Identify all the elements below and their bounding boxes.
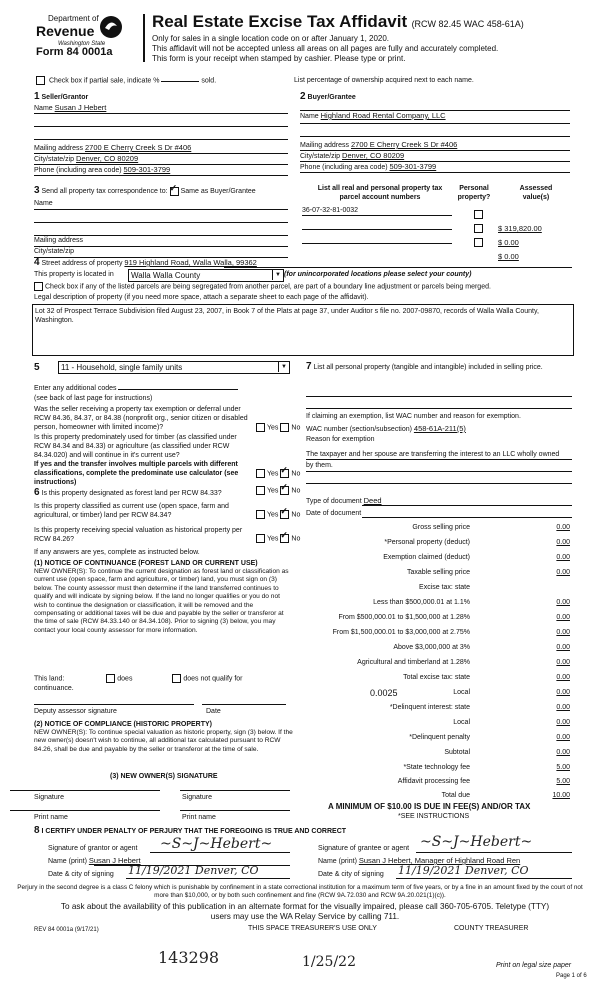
s4-street-label: Street address of property	[41, 260, 123, 267]
s5-q2a: Is this property predominately used for timber (as classified under RCW 84.34 and 84.33) or agriculture (as classified under RCW 84.34.020) and will continue in it's current use?	[34, 434, 237, 459]
tax-label: *Delinquent penalty	[409, 734, 470, 741]
does-label: does	[117, 675, 133, 683]
segregation-label: Check box if any of the listed parcels are being segregated from another parcel, are part of a boundary line adjustment or parcels being merged.	[45, 283, 491, 291]
s7-label: 7 List all personal property (tangible and intangible) included in selling price.	[306, 361, 543, 372]
tax-amount[interactable]: 10.00	[552, 792, 570, 799]
additional-codes-row	[34, 384, 288, 393]
historic-yes-checkbox[interactable]	[256, 534, 265, 543]
buyer-name-label: Name	[300, 113, 319, 120]
assessed-value[interactable]: $ 0.00	[498, 252, 519, 261]
tax-amount[interactable]: 0.00	[556, 734, 570, 741]
tax-label: Total excise tax: state	[403, 674, 470, 681]
wac-number[interactable]: 458-61A-211(5)	[413, 424, 466, 433]
s3-mail-label: Mailing address	[34, 237, 84, 244]
codes-note: (see back of last page for instructions)	[34, 395, 153, 402]
local-rate: 0.0025	[370, 688, 398, 698]
dept-line2: Revenue	[36, 23, 95, 39]
tax-label: Total due	[441, 792, 470, 799]
s5-q2b: If yes and the transfer involves multiple parcels with different classifications, complete the predominate use calculator (see instructions)	[34, 461, 239, 486]
codes-input[interactable]	[118, 389, 238, 390]
s6-ifany: If any answers are yes, complete as instructed below.	[34, 549, 200, 556]
same-as-buyer-checkbox[interactable]	[170, 187, 179, 196]
does-checkbox[interactable]	[106, 674, 115, 683]
personal-property-line-1[interactable]	[306, 396, 572, 397]
q2-yes-checkbox[interactable]	[256, 469, 265, 478]
seller-mail-label: Mailing address	[34, 145, 84, 152]
parcel-number[interactable]: 36-07-32-81-0032	[302, 206, 452, 216]
land-use-value: 11 - Household, single family units	[61, 363, 183, 372]
title-text: Real Estate Excise Tax Affidavit	[152, 12, 408, 31]
yes-label: Yes	[267, 511, 279, 519]
name-print-label: Name (print)	[48, 858, 87, 865]
forest-yes-checkbox[interactable]	[256, 486, 265, 495]
buyer-name[interactable]: Highland Road Rental Company, LLC	[320, 111, 446, 120]
grantee-date-line	[396, 878, 572, 879]
notice1-body: NEW OWNER(S): To continue the current designation as forest land or classification as current use (open space, farm and agriculture, or timber) land, you must sign on (3) below. The county assessor must then determine if the land transferred continues to qualify and will indicate by signing below. If the land no longer qualifies or you do not wish to continue the designation or classification, it will be removed and the compensating or additional taxes will be due and payable by the seller or transferor at the time of sale (RCW 84.33.140 or 84.34.108). Prior to signing (3) below, you may contact your local county assessor for more information.	[34, 568, 289, 634]
buyer-phone[interactable]: 509-301-3799	[389, 162, 437, 171]
partial-sale-checkbox[interactable]	[36, 76, 45, 85]
tax-label: Agricultural and timberland at 1.28%	[357, 659, 470, 666]
grantee-signature[interactable]	[416, 852, 572, 853]
tax-label: From $500,000.01 to $1,500,000 at 1.28%	[338, 614, 470, 621]
tax-label: Above $3,000,000 at 3%	[393, 644, 470, 651]
parcel-row-2	[300, 220, 572, 247]
reason-line-1	[306, 459, 572, 460]
s5-q2-answers	[254, 469, 300, 478]
tax-amount[interactable]: 0.00	[556, 599, 570, 606]
tax-label: *Delinquent interest: state	[389, 704, 470, 711]
doc-type-label: Type of document	[306, 498, 362, 505]
buyer-city[interactable]: Denver, CO 80209	[342, 151, 405, 160]
segregation-checkbox[interactable]	[34, 282, 43, 291]
s4-street-line	[224, 267, 572, 268]
header-sub3: This form is your receipt when stamped by cashier. Please type or print.	[152, 54, 406, 63]
seller-name[interactable]: Susan J Hebert	[54, 103, 107, 112]
grantor-date-label: Date & city of signing	[48, 871, 114, 878]
partial-sold-label: sold.	[201, 77, 217, 85]
minimum-due: A MINIMUM OF $10.00 IS DUE IN FEE(S) AND/OR TAX	[328, 802, 531, 811]
grantee-date-city[interactable]: 11/19/2021 Denver, CO	[398, 864, 529, 877]
yes-label: Yes	[267, 424, 279, 432]
seller-mail[interactable]: 2700 E Cherry Creek S Dr #406	[84, 143, 192, 152]
header-sub2: This affidavit will not be accepted unless all areas on all pages are fully and accurately completed.	[152, 44, 499, 53]
tax-amount[interactable]: 0.00	[556, 569, 570, 576]
yes-label: Yes	[267, 535, 279, 543]
s6-q1-answers	[254, 486, 300, 495]
partial-sale-pct[interactable]	[161, 81, 199, 82]
dept-line1: Department of	[48, 14, 99, 23]
s3-city-label: City/state/zip	[34, 248, 75, 255]
segregation-row	[32, 282, 577, 291]
tax-amount[interactable]: 0.00	[556, 554, 570, 561]
s3-name-field[interactable]	[34, 199, 288, 210]
q1-no-checkbox[interactable]	[280, 423, 289, 432]
deputy-signature-line[interactable]	[34, 704, 194, 705]
notice1-title: (1) NOTICE OF CONTINUANCE (FOREST LAND OR CURRENT USE)	[34, 560, 258, 567]
personal-property-checkbox[interactable]	[474, 238, 483, 247]
wac-label: WAC number (section/subsection)	[306, 426, 412, 433]
treasurer-use: THIS SPACE TREASURER'S USE ONLY	[248, 925, 377, 932]
parcel-h1: List all real and personal property tax parcel account numbers	[317, 185, 443, 201]
see-instructions: *SEE INSTRUCTIONS	[398, 813, 470, 820]
deputy-date-line[interactable]	[202, 704, 286, 705]
owner-signature-line-2[interactable]	[180, 790, 290, 791]
tax-amount[interactable]: 0.00	[556, 539, 570, 546]
exempt-label: If claiming an exemption, list WAC number and reason for exemption.	[306, 413, 521, 420]
reason-line-2	[306, 471, 572, 472]
exemption-reason[interactable]: The taxpayer and her spouse are transferring the interest to an LLC wholly owned by them.	[306, 451, 560, 469]
this-land-label: This land:	[34, 675, 65, 683]
chevron-down-icon: ▼	[272, 270, 283, 280]
s6-q1: 6 Is this property designated as forest land per RCW 84.33?	[34, 487, 222, 498]
name-print-label: Name (print)	[318, 858, 357, 865]
handwritten-date: 1/25/22	[302, 954, 356, 970]
parcel-number[interactable]	[302, 220, 452, 230]
assessed-value[interactable]: $ 319,820.00	[498, 224, 542, 233]
historic-no-checkbox[interactable]	[280, 534, 289, 543]
current-use-yes-checkbox[interactable]	[256, 510, 265, 519]
washington-seal-icon	[98, 14, 124, 40]
land-use-select[interactable]	[58, 361, 290, 374]
tax-amount[interactable]: 0.00	[556, 689, 570, 696]
tax-label: Local	[453, 689, 470, 696]
s6-q2-answers	[254, 510, 300, 519]
grantee-signature-mark: ~S~J~Hebert~	[420, 834, 533, 850]
this-land-row	[34, 674, 294, 683]
grantor-signature-mark: ~S~J~Hebert~	[160, 836, 273, 852]
tax-amount[interactable]: 0.00	[556, 749, 570, 756]
handwritten-number: 143298	[158, 948, 220, 967]
seller-city-label: City/state/zip	[34, 156, 75, 163]
parcel-h3: Assessed value(s)	[519, 185, 553, 201]
assessed-value[interactable]: $ 0.00	[498, 238, 519, 247]
s3-name-label: Name	[34, 200, 53, 207]
yes-label: Yes	[267, 487, 279, 495]
deputy-label: Deputy assessor signature	[34, 708, 117, 715]
seller-city[interactable]: Denver, CO 80209	[76, 154, 139, 163]
s4-street-row: 4 Street address of property 919 Highland Road, Walla Walla, 99362	[34, 257, 257, 268]
tax-amount[interactable]: 0.00	[556, 644, 570, 651]
header-sub1: Only for sales in a single location code on or after January 1, 2020.	[152, 34, 390, 43]
seller-heading: Seller/Grantor	[41, 94, 89, 101]
legal-description-box[interactable]	[32, 304, 574, 356]
buyer-mail-label: Mailing address	[300, 142, 350, 149]
current-use-no-checkbox[interactable]	[280, 510, 289, 519]
tax-amount[interactable]: 5.00	[556, 764, 570, 771]
unincorporated-note: (for unincorporated locations please select your county)	[284, 271, 472, 278]
seller-phone[interactable]: 509-301-3799	[123, 165, 171, 174]
tax-label: Less than $500,000.01 at 1.1%	[373, 599, 470, 606]
rcw-reference: (RCW 82.45 WAC 458-61A)	[411, 19, 524, 29]
tax-label: *Personal property (deduct)	[384, 539, 470, 546]
doc-type-line	[362, 505, 572, 506]
doc-date-line[interactable]	[362, 517, 572, 518]
no-label: No	[291, 470, 301, 478]
doc-date-label: Date of document	[306, 510, 362, 517]
grantor-date-line	[126, 878, 290, 879]
print-name-label-2: Print name	[182, 814, 216, 821]
property-street[interactable]: 919 Highland Road, Walla Walla, 99362	[124, 258, 257, 267]
tax-label: Gross selling price	[412, 524, 470, 531]
notice3-title: (3) NEW OWNER(S) SIGNATURE	[110, 773, 218, 780]
header-divider	[143, 14, 145, 62]
buyer-phone-label: Phone (including area code)	[300, 164, 388, 171]
s6-q2: Is this property classified as current use (open space, farm and agricultural, or timber) land per RCW 84.34?	[34, 503, 229, 519]
buyer-heading: Buyer/Grantee	[307, 94, 356, 101]
tax-label: Taxable selling price	[406, 569, 470, 576]
notice2-title: (2) NOTICE OF COMPLIANCE (HISTORIC PROPERTY)	[34, 721, 212, 728]
county-value: Walla Walla County	[131, 271, 201, 280]
s7-label-text: List all personal property (tangible and intangible) included in selling price.	[313, 364, 543, 371]
chevron-down-icon: ▼	[278, 362, 289, 372]
grantor-sig-label: Signature of grantor or agent	[48, 845, 138, 852]
dept-line3: Washington State	[58, 41, 106, 47]
seller-phone-label: Phone (including area code)	[34, 167, 122, 174]
buyer-section: 2 Buyer/Grantee Name Highland Road Rental Company, LLC Mailing address 2700 E Cherry Creek S Dr #406 City/state/zip Denver, CO 80209 Phone (including area code) 509-301-3799	[300, 92, 570, 173]
s6-q1-text: Is this property designated as forest land per RCW 84.33?	[41, 490, 222, 497]
parcel-number[interactable]	[302, 234, 452, 244]
s5-q1: Was the seller receiving a property tax exemption or deferral under RCW 84.36, 84.37, or 84.38 (nonprofit org., senior citizen or disabled person, homeowner with limited income)?	[34, 406, 248, 431]
tax-correspondence-section: 3 Send all property tax correspondence to:✓ Same as Buyer/Grantee Name Mailing address City/state/zip	[34, 186, 288, 258]
grantee-date-label: Date & city of signing	[318, 871, 384, 878]
print-legal: Print on legal size paper	[496, 962, 572, 969]
print-name-line-1[interactable]	[10, 810, 160, 811]
signature-label-1: Signature	[34, 794, 64, 801]
county-treasurer: COUNTY TREASURER	[454, 925, 529, 932]
doc-type[interactable]: Deed	[363, 496, 382, 505]
print-name-label-1: Print name	[34, 814, 68, 821]
form-title	[152, 12, 524, 32]
tax-label: Local	[453, 719, 470, 726]
seller-name-label: Name	[34, 105, 53, 112]
s5-q1-answers	[254, 423, 300, 432]
deputy-date-label: Date	[206, 708, 221, 715]
partial-sale-row	[34, 76, 216, 85]
certify-row: 8 I CERTIFY UNDER PENALTY OF PERJURY THAT THE FOREGOING IS TRUE AND CORRECT	[34, 825, 347, 836]
s4-located-label: This property is located in	[34, 271, 114, 278]
s3-same: Same as Buyer/Grantee	[180, 188, 256, 195]
s3-mail-field[interactable]	[34, 236, 288, 247]
tax-amount[interactable]: 0.00	[556, 704, 570, 711]
perjury-notice	[10, 884, 590, 900]
tax-label: Exemption claimed (deduct)	[383, 554, 470, 561]
county-select[interactable]	[128, 269, 284, 282]
grantee-name[interactable]: Susan J Hebert, Manager of Highland Road Ren	[358, 856, 521, 865]
tax-amount[interactable]: 0.00	[556, 719, 570, 726]
no-label: No	[291, 511, 301, 519]
tax-amount[interactable]: 0.00	[556, 629, 570, 636]
grantor-date-city[interactable]: 11/19/2021 Denver, CO	[128, 864, 259, 877]
legal-description: Lot 32 of Prospect Terrace Subdivision filed August 23, 2007, in Book 7 of the Plats at page 37, under Auditor s file no. 2007-09870, records of Walla Walla County, Washington.	[35, 308, 539, 324]
tax-label: Affidavit processing fee	[397, 778, 470, 785]
continuance-label: continuance.	[34, 685, 74, 692]
does-not-checkbox[interactable]	[172, 674, 181, 683]
tax-amount[interactable]: 5.00	[556, 778, 570, 785]
s6-q3-answers	[254, 534, 300, 543]
buyer-city-label: City/state/zip	[300, 153, 341, 160]
grantor-signature[interactable]	[150, 852, 290, 853]
partial-sale-label: Check box if partial sale, indicate %	[48, 77, 160, 85]
pct-note: List percentage of ownership acquired next to each name.	[294, 77, 474, 84]
parcel-row-1	[300, 206, 572, 233]
reason-line-3	[306, 483, 572, 484]
s3-city-field[interactable]	[34, 247, 288, 258]
owner-signature-line-1[interactable]	[10, 790, 160, 791]
wac-row	[306, 424, 466, 434]
s5-number: 5	[34, 362, 40, 373]
parcel-h2: Personal property?	[457, 185, 491, 201]
q2-no-checkbox[interactable]	[280, 469, 289, 478]
seller-section: 1 Seller/Grantor Name Susan J Hebert Mailing address 2700 E Cherry Creek S Dr #406 City/state/zip Denver, CO 80209 Phone (including area code) 509-301-3799	[34, 92, 288, 176]
tax-amount[interactable]: 0.00	[556, 674, 570, 681]
personal-property-checkbox[interactable]	[474, 210, 483, 219]
legal-label: Legal description of property (if you need more space, attach a separate sheet to each page of the affidavit).	[34, 294, 369, 301]
signature-label-2: Signature	[182, 794, 212, 801]
grantor-name[interactable]: Susan J Hebert	[88, 856, 141, 865]
tax-amount[interactable]: 0.00	[556, 614, 570, 621]
perjury-text: Perjury in the second degree is a class C felony which is punishable by confinement in a state correctional institution for a maximum term of five years, or by a fine in an amount fixed by the court of not more than $10,000, or by both such confinement and fine (RCW 9A.72.030 and RCW 9A.20.021(1)(c)).	[17, 884, 583, 899]
alt-format-notice: To ask about the availability of this publication in an alternate format for the visually impaired, please call 360-705-6705. Teletype (TTY) users may use the WA Relay Service by calling 711.	[60, 902, 550, 921]
page-number: Page 1 of 6	[556, 973, 587, 979]
s3-label: Send all property tax correspondence to:	[41, 188, 168, 195]
no-label: No	[291, 535, 301, 543]
buyer-mail[interactable]: 2700 E Cherry Creek S Dr #406	[350, 140, 458, 149]
codes-label: Enter any additional codes	[34, 385, 117, 392]
parcel-row-3	[300, 234, 572, 261]
tax-amount[interactable]: 0.00	[556, 524, 570, 531]
print-name-line-2[interactable]	[180, 810, 290, 811]
notice2-body: NEW OWNER(S): To continue special valuation as historic property, sign (3) below. If the new owner(s) doesn't wish to continue, all additional tax calculated pursuant to RCW 84.26, shall be due and payable by the seller or transferor at the time of sale.	[34, 729, 293, 753]
tax-label: *State technology fee	[403, 764, 470, 771]
no-label: No	[291, 424, 301, 432]
tax-amount[interactable]: 0.00	[556, 659, 570, 666]
tax-label: Subtotal	[444, 749, 470, 756]
certify-text: I CERTIFY UNDER PENALTY OF PERJURY THAT THE FOREGOING IS TRUE AND CORRECT	[41, 828, 347, 835]
yes-label: Yes	[267, 470, 279, 478]
form-number: Form 84 0001a	[36, 46, 113, 58]
q1-yes-checkbox[interactable]	[256, 423, 265, 432]
personal-property-checkbox[interactable]	[474, 224, 483, 233]
revision: REV 84 0001a (9/17/21)	[34, 927, 99, 933]
personal-property-line-2[interactable]	[306, 408, 572, 409]
tax-label: Excise tax: state	[419, 584, 470, 591]
no-label: No	[291, 487, 301, 495]
tax-label: From $1,500,000.01 to $3,000,000 at 2.75%	[332, 629, 470, 636]
reason-label: Reason for exemption	[306, 436, 375, 443]
forest-no-checkbox[interactable]	[280, 486, 289, 495]
s6-q3: Is this property receiving special valuation as historical property per RCW 84.26?	[34, 527, 243, 543]
grantee-sig-label: Signature of grantee or agent	[318, 845, 410, 852]
does-not-label: does not qualify for	[183, 675, 243, 683]
